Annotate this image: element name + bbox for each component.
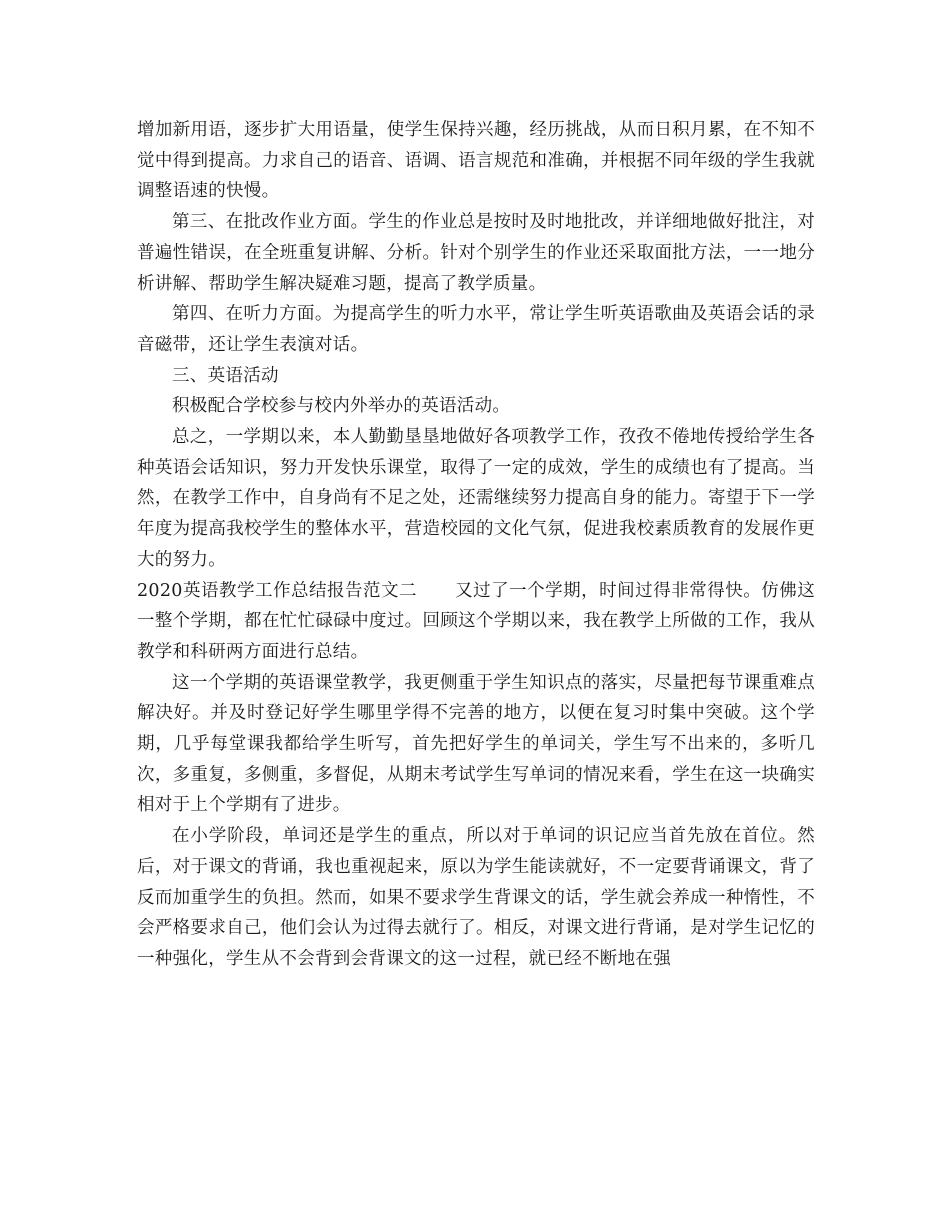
report-two-title: 2020英语教学工作总结报告范文二 — [137, 580, 417, 601]
paragraph-continuation: 增加新用语，逐步扩大用语量，使学生保持兴趣，经历挑战，从而日积月累，在不知不觉中得到提高。力求自己的语音、语调、语言规范和准确，并根据不同年级的学生我就调整语速的快慢。 — [137, 120, 815, 202]
paragraph-activities: 积极配合学校参与校内外举办的英语活动。 — [172, 396, 511, 417]
paragraph-listening: 第四、在听力方面。为提高学生的听力水平，常让学生听英语歌曲及英语会话的录音磁带，还让学生表演对话。 — [137, 304, 815, 355]
paragraph-homework: 第三、在批改作业方面。学生的作业总是按时及时地批改，并详细地做好批注，对普遍性错误，在全班重复讲解、分析。针对个别学生的作业还采取面批方法，一一地分析讲解、帮助学生解决疑难习题，提高了教学质量。 — [137, 212, 815, 294]
paragraph-report-two-intro — [137, 576, 815, 668]
document-body — [137, 115, 815, 975]
paragraph-summary: 总之，一学期以来，本人勤勤垦垦地做好各项教学工作，孜孜不倦地传授给学生各种英语会话知识，努力开发快乐课堂，取得了一定的成效，学生的成绩也有了提高。当然，在教学工作中，自身尚有不足之处，还需继续努力提高自身的能力。寄望于下一学年度为提高我校学生的整体水平，营造校园的文化气氛，促进我校素质教育的发展作更大的努力。 — [137, 427, 815, 570]
section-heading-english-activities: 三、英语活动 — [172, 365, 279, 386]
report-two-opening: 又过了一个学期，时间过得非常得快。仿佛这一整个学期，都在忙忙碌碌中度过。回顾这个学期以来，我在教学上所做的工作，我从教学和科研两方面进行总结。 — [137, 580, 816, 662]
paragraph-classroom-teaching: 这一个学期的英语课堂教学，我更侧重于学生知识点的落实，尽量把每节课重难点解决好。并及时登记好学生哪里学得不完善的地方，以便在复习时集中突破。这个学期，几乎每堂课我都给学生听写，首先把好学生的单词关，学生写不出来的，多听几次，多重复，多侧重，多督促，从期末考试学生写单词的情况来看，学生在这一块确实相对于上个学期有了进步。 — [137, 672, 815, 816]
paragraph-vocabulary-recitation: 在小学阶段，单词还是学生的重点，所以对于单词的识记应当首先放在首位。然后，对于课文的背诵，我也重视起来，原以为学生能读就好，不一定要背诵课文，背了反而加重学生的负担。然而，如果不要求学生背课文的话，学生就会养成一种惰性，不会严格要求自己，他们会认为过得去就行了。相反，对课文进行背诵，是对学生记忆的一种强化，学生从不会背到会背课文的这一过程，就已经不断地在强 — [137, 826, 815, 969]
